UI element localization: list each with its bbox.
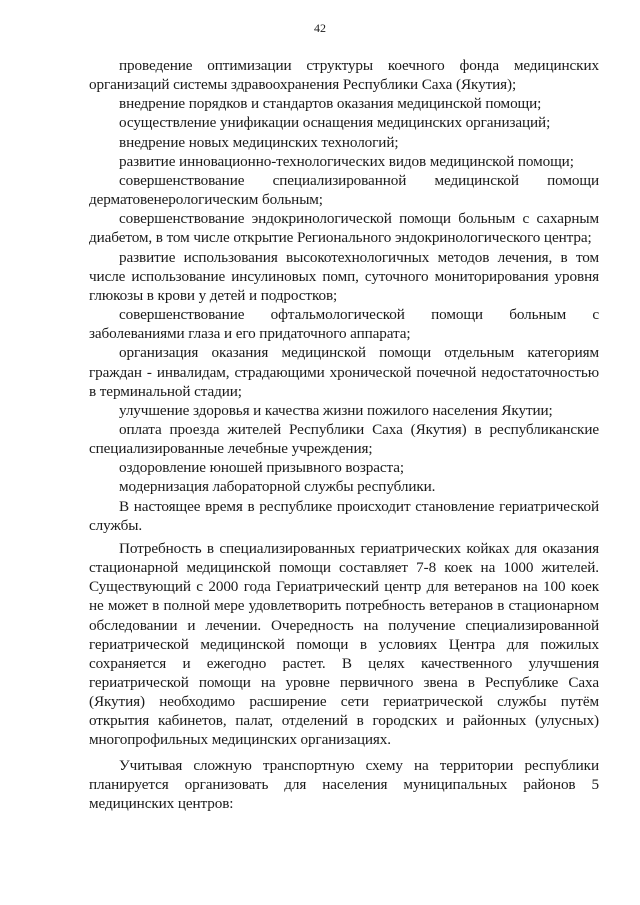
paragraph: развитие использования высокотехнологичных методов лечения, в том числе использование инсулиновых помп, суточного мониторирования уровня глюкозы в крови у детей и подростков; bbox=[89, 248, 599, 304]
paragraph: Учитывая сложную транспортную схему на территории республики планируется организовать для населения муниципальных районов 5 медицинских центров: bbox=[89, 756, 599, 812]
paragraph: совершенствование специализированной медицинской помощи дерматовенерологическим больным; bbox=[89, 171, 599, 209]
paragraph: проведение оптимизации структуры коечного фонда медицинских организаций системы здравоохранения Республики Саха (Якутия); bbox=[89, 57, 599, 94]
paragraph: совершенствование эндокринологической помощи больным с сахарным диабетом, в том числе открытие Регионального эндокринологического центра; bbox=[89, 210, 599, 247]
paragraph: оздоровление юношей призывного возраста; bbox=[119, 459, 405, 477]
paragraph: оплата проезда жителей Республики Саха (Якутия) в республиканские специализированные лечебные учреждения; bbox=[89, 420, 599, 458]
paragraph: внедрение новых медицинских технологий; bbox=[119, 133, 399, 151]
paragraph: Потребность в специализированных гериатрических койках для оказания стационарной медицинской помощи составляет 7-8 коек на 1000 жителей. Существующий с 2000 года Гериатрический центр для ветеранов на 100 коек не может в полной мере удовлетворить потребность ветеранов в стационарном обследовании и лечении. Очередность на получение специализированной гериатрической медицинской помощи в условиях Центра для пожилых сохраняется и ежегодно растет. В целях качественного улучшения гериатрической помощи на уровне первичного звена в Республике Саха (Якутия) необходимо расширение сети гериатрической службы путём открытия кабинетов, палат, отделений в городских и районных (улусных) многопрофильных медицинских организациях. bbox=[89, 539, 599, 749]
paragraph: внедрение порядков и стандартов оказания медицинской помощи; bbox=[119, 95, 542, 113]
paragraph: совершенствование офтальмологической помощи больным с заболеваниями глаза и его придаточного аппарата; bbox=[89, 306, 599, 343]
paragraph: В настоящее время в республике происходит становление гериатрической службы. bbox=[89, 497, 599, 534]
document-body bbox=[89, 56, 599, 813]
paragraph: развитие инновационно-технологических видов медицинской помощи; bbox=[119, 152, 574, 170]
paragraph: осуществление унификации оснащения медицинских организаций; bbox=[119, 114, 551, 132]
paragraph: улучшение здоровья и качества жизни пожилого населения Якутии; bbox=[119, 401, 553, 419]
paragraph: организация оказания медицинской помощи отдельным категориям граждан - инвалидам, страдающими хронической почечной недостаточностью в терминальной стадии; bbox=[89, 344, 599, 400]
page-number: 42 bbox=[314, 21, 326, 35]
paragraph: модернизация лабораторной службы республики. bbox=[119, 478, 436, 496]
